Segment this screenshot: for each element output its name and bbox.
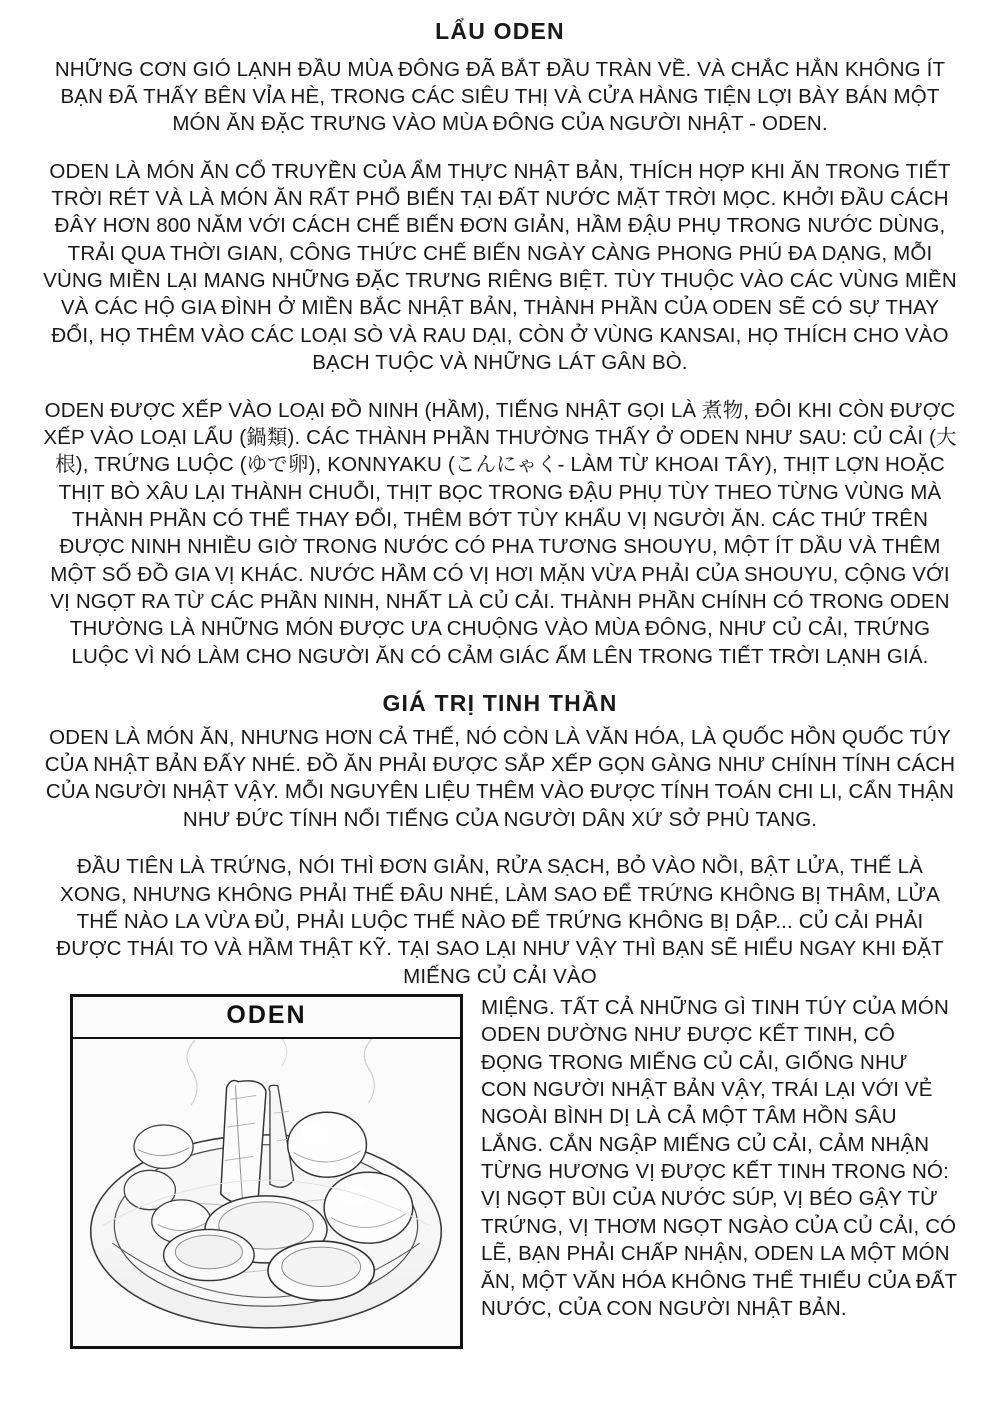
- paragraph-intro: NHỮNG CƠN GIÓ LẠNH ĐẦU MÙA ĐÔNG ĐÃ BẮT ĐẦU TRÀN VỀ. VÀ CHẮC HẲN KHÔNG ÍT BẠN ĐÃ THẤY BÊN VỈA HÈ, TRONG CÁC SIÊU THỊ VÀ CỬA HÀNG TIỆN LỢI BÀY BÁN MỘT MÓN ĂN ĐẶC TRƯNG VÀO MÙA ĐÔNG CỦA NGƯỜI NHẬT - ODEN.: [54, 57, 946, 136]
- figure-caption: ODEN: [226, 1000, 307, 1029]
- paragraph-history: ODEN LÀ MÓN ĂN CỔ TRUYỀN CỦA ẨM THỰC NHẬT BẢN, THÍCH HỢP KHI ĂN TRONG TIẾT TRỜI RÉT VÀ LÀ MÓN ĂN RẤT PHỔ BIẾN TẠI ĐẤT NƯỚC MẶT TRỜI MỌC. KHỞI ĐẦU CÁCH ĐÂY HƠN 800 NĂM VỚI CÁCH CHẾ BIẾN ĐƠN GIẢN, HẦM ĐẬU PHỤ TRONG NƯỚC DÙNG, TRẢI QUA THỜI GIAN, CÔNG THỨC CHẾ BIẾN NGÀY CÀNG PHONG PHÚ ĐA DẠNG, MỖI VÙNG MIỀN LẠI MANG NHỮNG ĐẶC TRƯNG RIÊNG BIỆT. TÙY THUỘC VÀO CÁC VÙNG MIỀN VÀ CÁC HỘ GIA ĐÌNH Ở MIỀN BẮC NHẬT BẢN, THÀNH PHẦN CỦA ODEN SẼ CÓ SỰ THAY ĐỔI, HỌ THÊM VÀO CÁC LOẠI SÒ VÀ RAU DẠI, CÒN Ở VÙNG KANSAI, HỌ THÍCH CHO VÀO BẠCH TUỘC VÀ NHỮNG LÁT GÂN BÒ.: [43, 159, 957, 375]
- paragraph-essence-wrap: [481, 994, 958, 1322]
- paragraph-culture: ODEN LÀ MÓN ĂN, NHƯNG HƠN CẢ THẾ, NÓ CÒN LÀ VĂN HÓA, LÀ QUỐC HỒN QUỐC TÚY CỦA NHẬT BẢN ĐẤY NHÉ. ĐỒ ĂN PHẢI ĐƯỢC SẮP XẾP GỌN GÀNG NHƯ CHÍNH TÍNH CÁCH CỦA NGƯỜI NHẬT VẬY. MỖI NGUYÊN LIỆU THÊM VÀO ĐƯỢC TÍNH TOÁN CHI LI, CẨN THẬN NHƯ ĐỨC TÍNH NỔI TIẾNG CỦA NGƯỜI DÂN XỨ SỞ PHÙ TANG.: [44, 725, 956, 831]
- paragraph-ingredients: ODEN ĐƯỢC XẾP VÀO LOẠI ĐỒ NINH (HẦM), TIẾNG NHẬT GỌI LÀ 煮物, ĐÔI KHI CÒN ĐƯỢC XẾP VÀO LOẠI LẨU (鍋類). CÁC THÀNH PHẦN THƯỜNG THẤY Ở ODEN NHƯ SAU: CỦ CẢI (大根), TRỨNG LUỘC (ゆで卵), KONNYAKU (こんにゃく- LÀM TỪ KHOAI TÂY), THỊT LỢN HOẶC THỊT BÒ XÂU LẠI THÀNH CHUỖI, THỊT BỌC TRONG ĐẬU PHỤ TÙY THEO TỪNG VÙNG MÀ THÀNH PHẦN CÓ THỂ THAY ĐỔI, THÊM BỚT TÙY KHẨU VỊ NGƯỜI ĂN. CÁC THỨ TRÊN ĐƯỢC NINH NHIỀU GIỜ TRONG NƯỚC CÓ PHA TƯƠNG SHOUYU, MỘT ÍT DẦU VÀ THÊM MỘT SỐ ĐỒ GIA VỊ KHÁC. NƯỚC HẦM CÓ VỊ HƠI MẶN VỪA PHẢI CỦA SHOUYU, CỘNG VỚI VỊ NGỌT RA TỪ CÁC PHẦN NINH, NHẤT LÀ CỦ CẢI. THÀNH PHẦN CHÍNH CÓ TRONG ODEN THƯỜNG LÀ NHỮNG MÓN ĐƯỢC ƯA CHUỘNG VÀO MÙA ĐÔNG, NHƯ CỦ CẢI, TRỨNG LUỘC VÌ NÓ LÀM CHO NGƯỜI ĂN CÓ CẢM GIÁC ẤM LÊN TRONG TIẾT TRỜI LẠNH GIÁ.: [43, 398, 957, 668]
- figure-caption-divider: [73, 1037, 460, 1039]
- paragraph-essence: MIỆNG. TẤT CẢ NHỮNG GÌ TINH TÚY CỦA MÓN ODEN DƯỜNG NHƯ ĐƯỢC KẾT TINH, CÔ ĐỌNG TRONG MIẾNG CỦ CẢI, GIỐNG NHƯ CON NGƯỜI NHẬT BẢN VẬY, TRÁI LẠI VỚI VẺ NGOÀI BÌNH DỊ LÀ CẢ MỘT TÂM HỒN SÂU LẮNG. CẮN NGẬP MIẾNG CỦ CẢI, CẢM NHẬN TỪNG HƯƠNG VỊ ĐƯỢC KẾT TINH TRONG NÓ: VỊ NGỌT BÙI CỦA NƯỚC SÚP, VỊ BÉO GẬY TỪ TRỨNG, VỊ THƠM NGỌT NGÀO CỦA CỦ CẢI, CÓ LẼ, BẠN PHẢI CHẤP NHẬN, ODEN LA MỘT MÓN ĂN, MỘT VĂN HÓA KHÔNG THỂ THIẾU CỦA ĐẤT NƯỚC, CỦA CON NGƯỜI NHẬT BẢN.: [481, 995, 957, 1320]
- figure-and-text-section: [42, 994, 958, 1322]
- page-title: LẨU ODEN: [435, 18, 565, 44]
- paragraph-preparation: ĐẦU TIÊN LÀ TRỨNG, NÓI THÌ ĐƠN GIẢN, RỬA SẠCH, BỎ VÀO NỒI, BẬT LỬA, THẾ LÀ XONG, NHƯNG KHÔNG PHẢI THẾ ĐÂU NHÉ, LÀM SAO ĐỂ TRỨNG KHÔNG BỊ THÂM, LỬA THẾ NÀO LA VỪA ĐỦ, PHẢI LUỘC THẾ NÀO ĐỂ TRỨNG KHÔNG BỊ DẬP... CỦ CẢI PHẢI ĐƯỢC THÁI TO VÀ HẦM THẬT KỸ. TẠI SAO LẠI NHƯ VẬY THÌ BẠN SẼ HIỂU NGAY KHI ĐẶT MIẾNG CỦ CẢI VÀO: [56, 855, 944, 988]
- oden-bowl-sketch: [73, 997, 460, 1347]
- section-title-spiritual-value: GIÁ TRỊ TINH THẦN: [382, 690, 618, 717]
- oden-illustration: [70, 994, 463, 1349]
